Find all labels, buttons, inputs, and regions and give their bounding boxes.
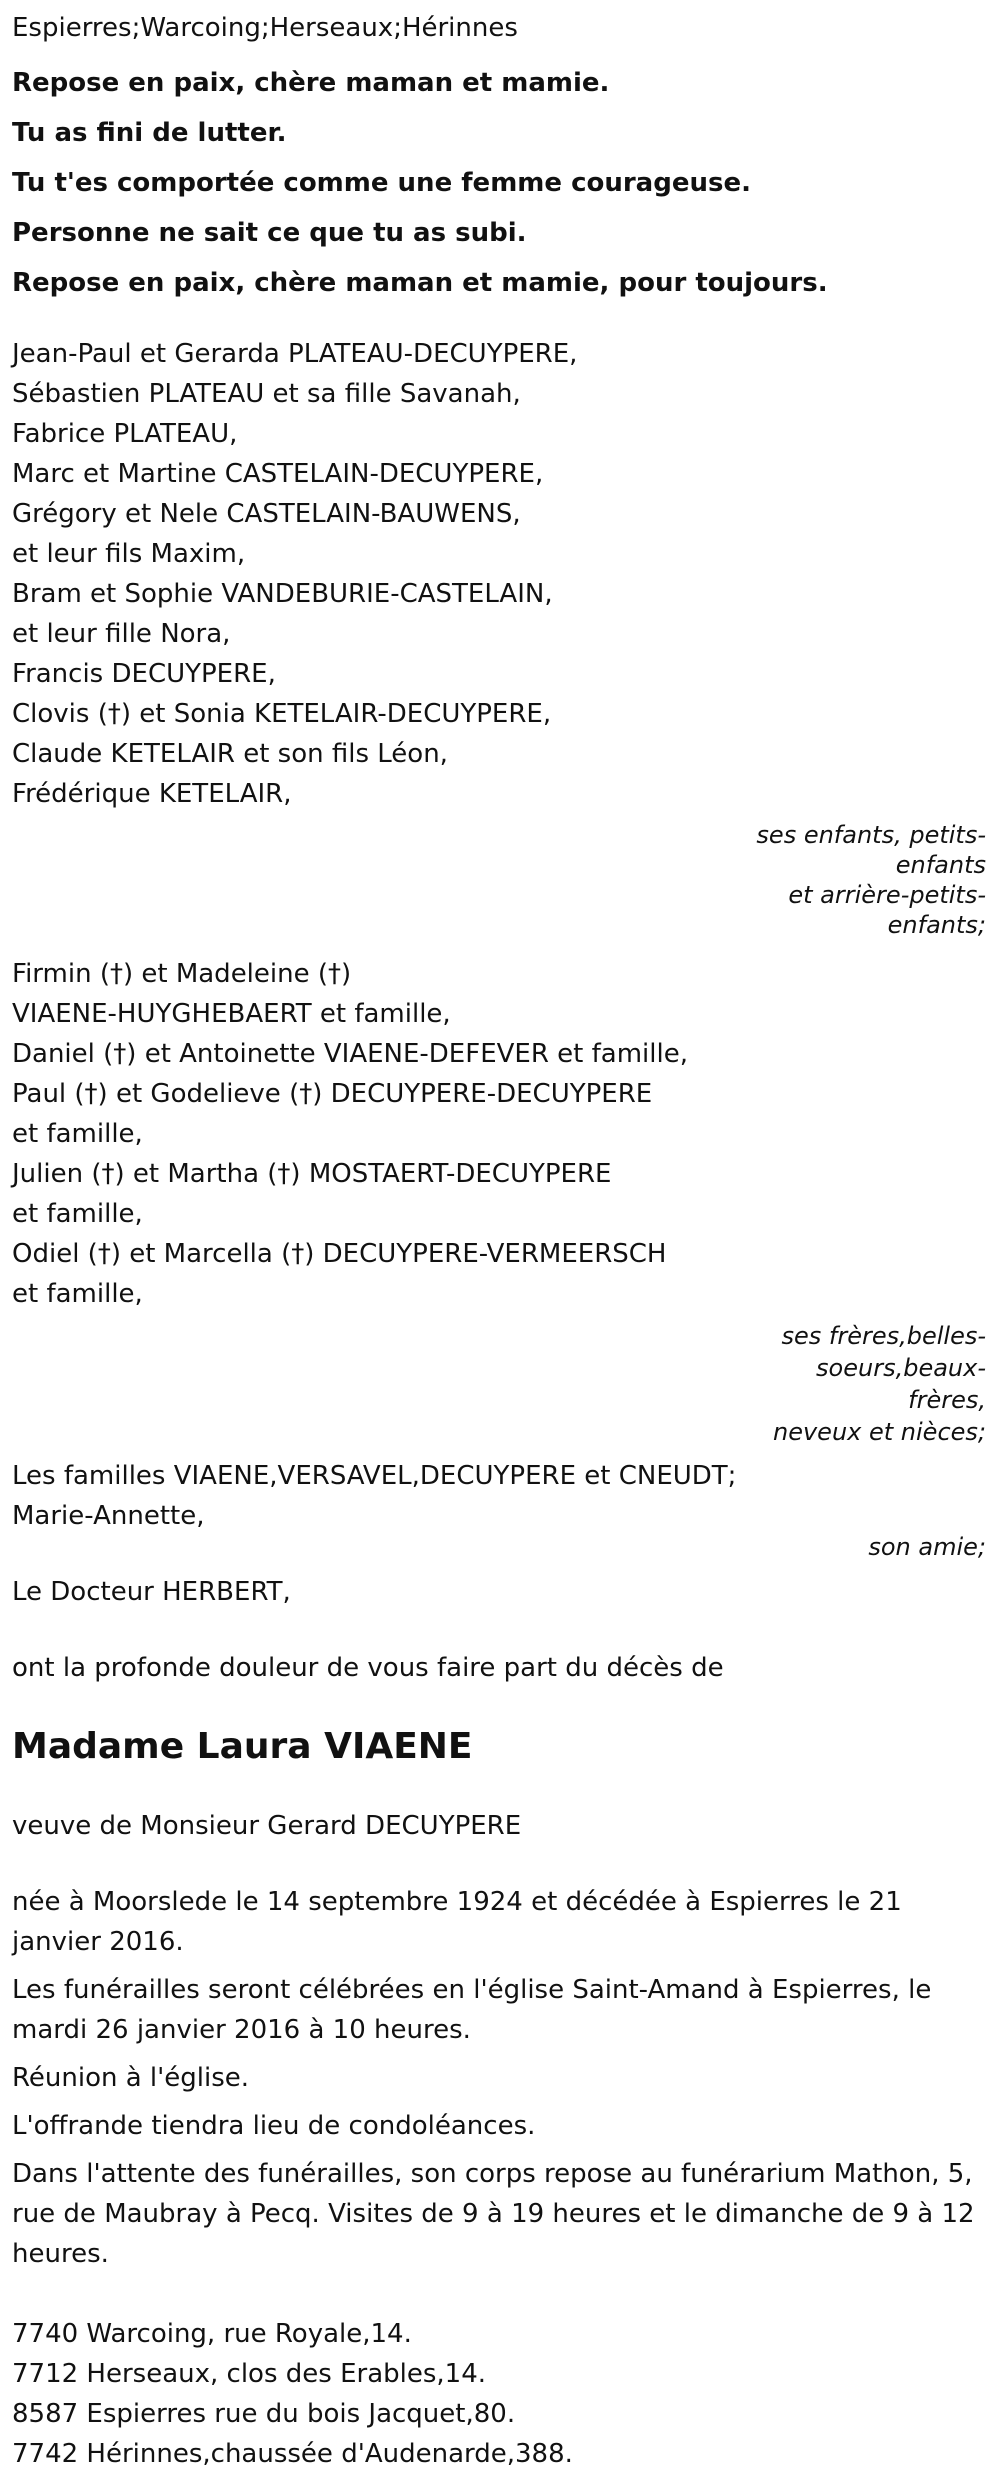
family-line: Firmin (†) et Madeleine (†) [12, 959, 352, 989]
poem [12, 58, 986, 308]
addresses [12, 2314, 986, 2474]
address-line: 7742 Hérinnes,chaussée d'Audenarde,388. [12, 2439, 573, 2469]
birth-death-paragraph: née à Moorslede le 14 septembre 1924 et décédée à Espierres le 21 janvier 2016. [12, 1887, 902, 1957]
intro-line: ont la profonde douleur de vous faire part du décès de [12, 1653, 724, 1683]
obituary-page [0, 8, 1000, 2476]
poem-line: Tu as fini de lutter. [12, 118, 287, 148]
family-line: Julien (†) et Martha (†) MOSTAERT-DECUYPERE [12, 1159, 612, 1189]
widow-line: veuve de Monsieur Gerard DECUYPERE [12, 1811, 522, 1841]
family-line: Bram et Sophie VANDEBURIE-CASTELAIN, [12, 579, 553, 609]
family-line: Daniel (†) et Antoinette VIAENE-DEFEVER et famille, [12, 1039, 688, 1069]
role-line: ses enfants, petits-enfants [756, 821, 986, 879]
role-line: ses frères,belles-soeurs,beaux-frères, [781, 1322, 986, 1414]
meeting-paragraph: Réunion à l'église. [12, 2063, 250, 2093]
family-line: Grégory et Nele CASTELAIN-BAUWENS, [12, 499, 521, 529]
address-line: 7740 Warcoing, rue Royale,14. [12, 2319, 412, 2349]
family-line: Frédérique KETELAIR, [12, 779, 292, 809]
siblings-list [12, 954, 986, 1314]
family-line: et famille, [12, 1279, 143, 1309]
children-list [12, 334, 986, 814]
deceased-name: Madame Laura VIAENE [12, 1726, 473, 1767]
family-line: Paul (†) et Godelieve (†) DECUYPERE-DECUYPERE [12, 1079, 653, 1109]
visits-paragraph: Dans l'attente des funérailles, son corps repose au funérarium Mathon, 5, rue de Maubray à Pecq. Visites de 9 à 19 heures et le dimanche de 9 à 12 heures. [12, 2159, 975, 2269]
family-line: et famille, [12, 1199, 143, 1229]
family-line: et leur fille Nora, [12, 619, 231, 649]
address-line: 8587 Espierres rue du bois Jacquet,80. [12, 2399, 516, 2429]
family-line: et famille, [12, 1119, 143, 1149]
family-line: Odiel (†) et Marcella (†) DECUYPERE-VERMEERSCH [12, 1239, 667, 1269]
family-line: Francis DECUYPERE, [12, 659, 276, 689]
family-line: Marc et Martine CASTELAIN-DECUYPERE, [12, 459, 544, 489]
friend-line: Marie-Annette, [12, 1501, 205, 1531]
poem-line: Repose en paix, chère maman et mamie, pour toujours. [12, 268, 828, 298]
families-line: Les familles VIAENE,VERSAVEL,DECUYPERE et CNEUDT; [12, 1461, 737, 1491]
family-line: Jean-Paul et Gerarda PLATEAU-DECUYPERE, [12, 339, 578, 369]
funeral-paragraph: Les funérailles seront célébrées en l'église Saint-Amand à Espierres, le mardi 26 janvier 2016 à 10 heures. [12, 1975, 932, 2045]
poem-line: Repose en paix, chère maman et mamie. [12, 68, 610, 98]
family-line: et leur fils Maxim, [12, 539, 246, 569]
doctor-line: Le Docteur HERBERT, [12, 1577, 291, 1607]
siblings-role [746, 1320, 986, 1448]
family-line: Sébastien PLATEAU et sa fille Savanah, [12, 379, 521, 409]
family-line: Fabrice PLATEAU, [12, 419, 238, 449]
friend-role: son amie; [868, 1533, 986, 1561]
role-line: et arrière-petits-enfants; [788, 881, 986, 939]
family-line: VIAENE-HUYGHEBAERT et famille, [12, 999, 451, 1029]
poem-line: Tu t'es comportée comme une femme courageuse. [12, 168, 751, 198]
address-line: 7712 Herseaux, clos des Erables,14. [12, 2359, 487, 2389]
offering-paragraph: L'offrande tiendra lieu de condoléances. [12, 2111, 536, 2141]
family-line: Clovis (†) et Sonia KETELAIR-DECUYPERE, [12, 699, 552, 729]
children-role [726, 820, 986, 940]
poem-line: Personne ne sait ce que tu as subi. [12, 218, 527, 248]
role-line: neveux et nièces; [773, 1418, 986, 1446]
family-line: Claude KETELAIR et son fils Léon, [12, 739, 448, 769]
places-line: Espierres;Warcoing;Herseaux;Hérinnes [12, 13, 518, 43]
